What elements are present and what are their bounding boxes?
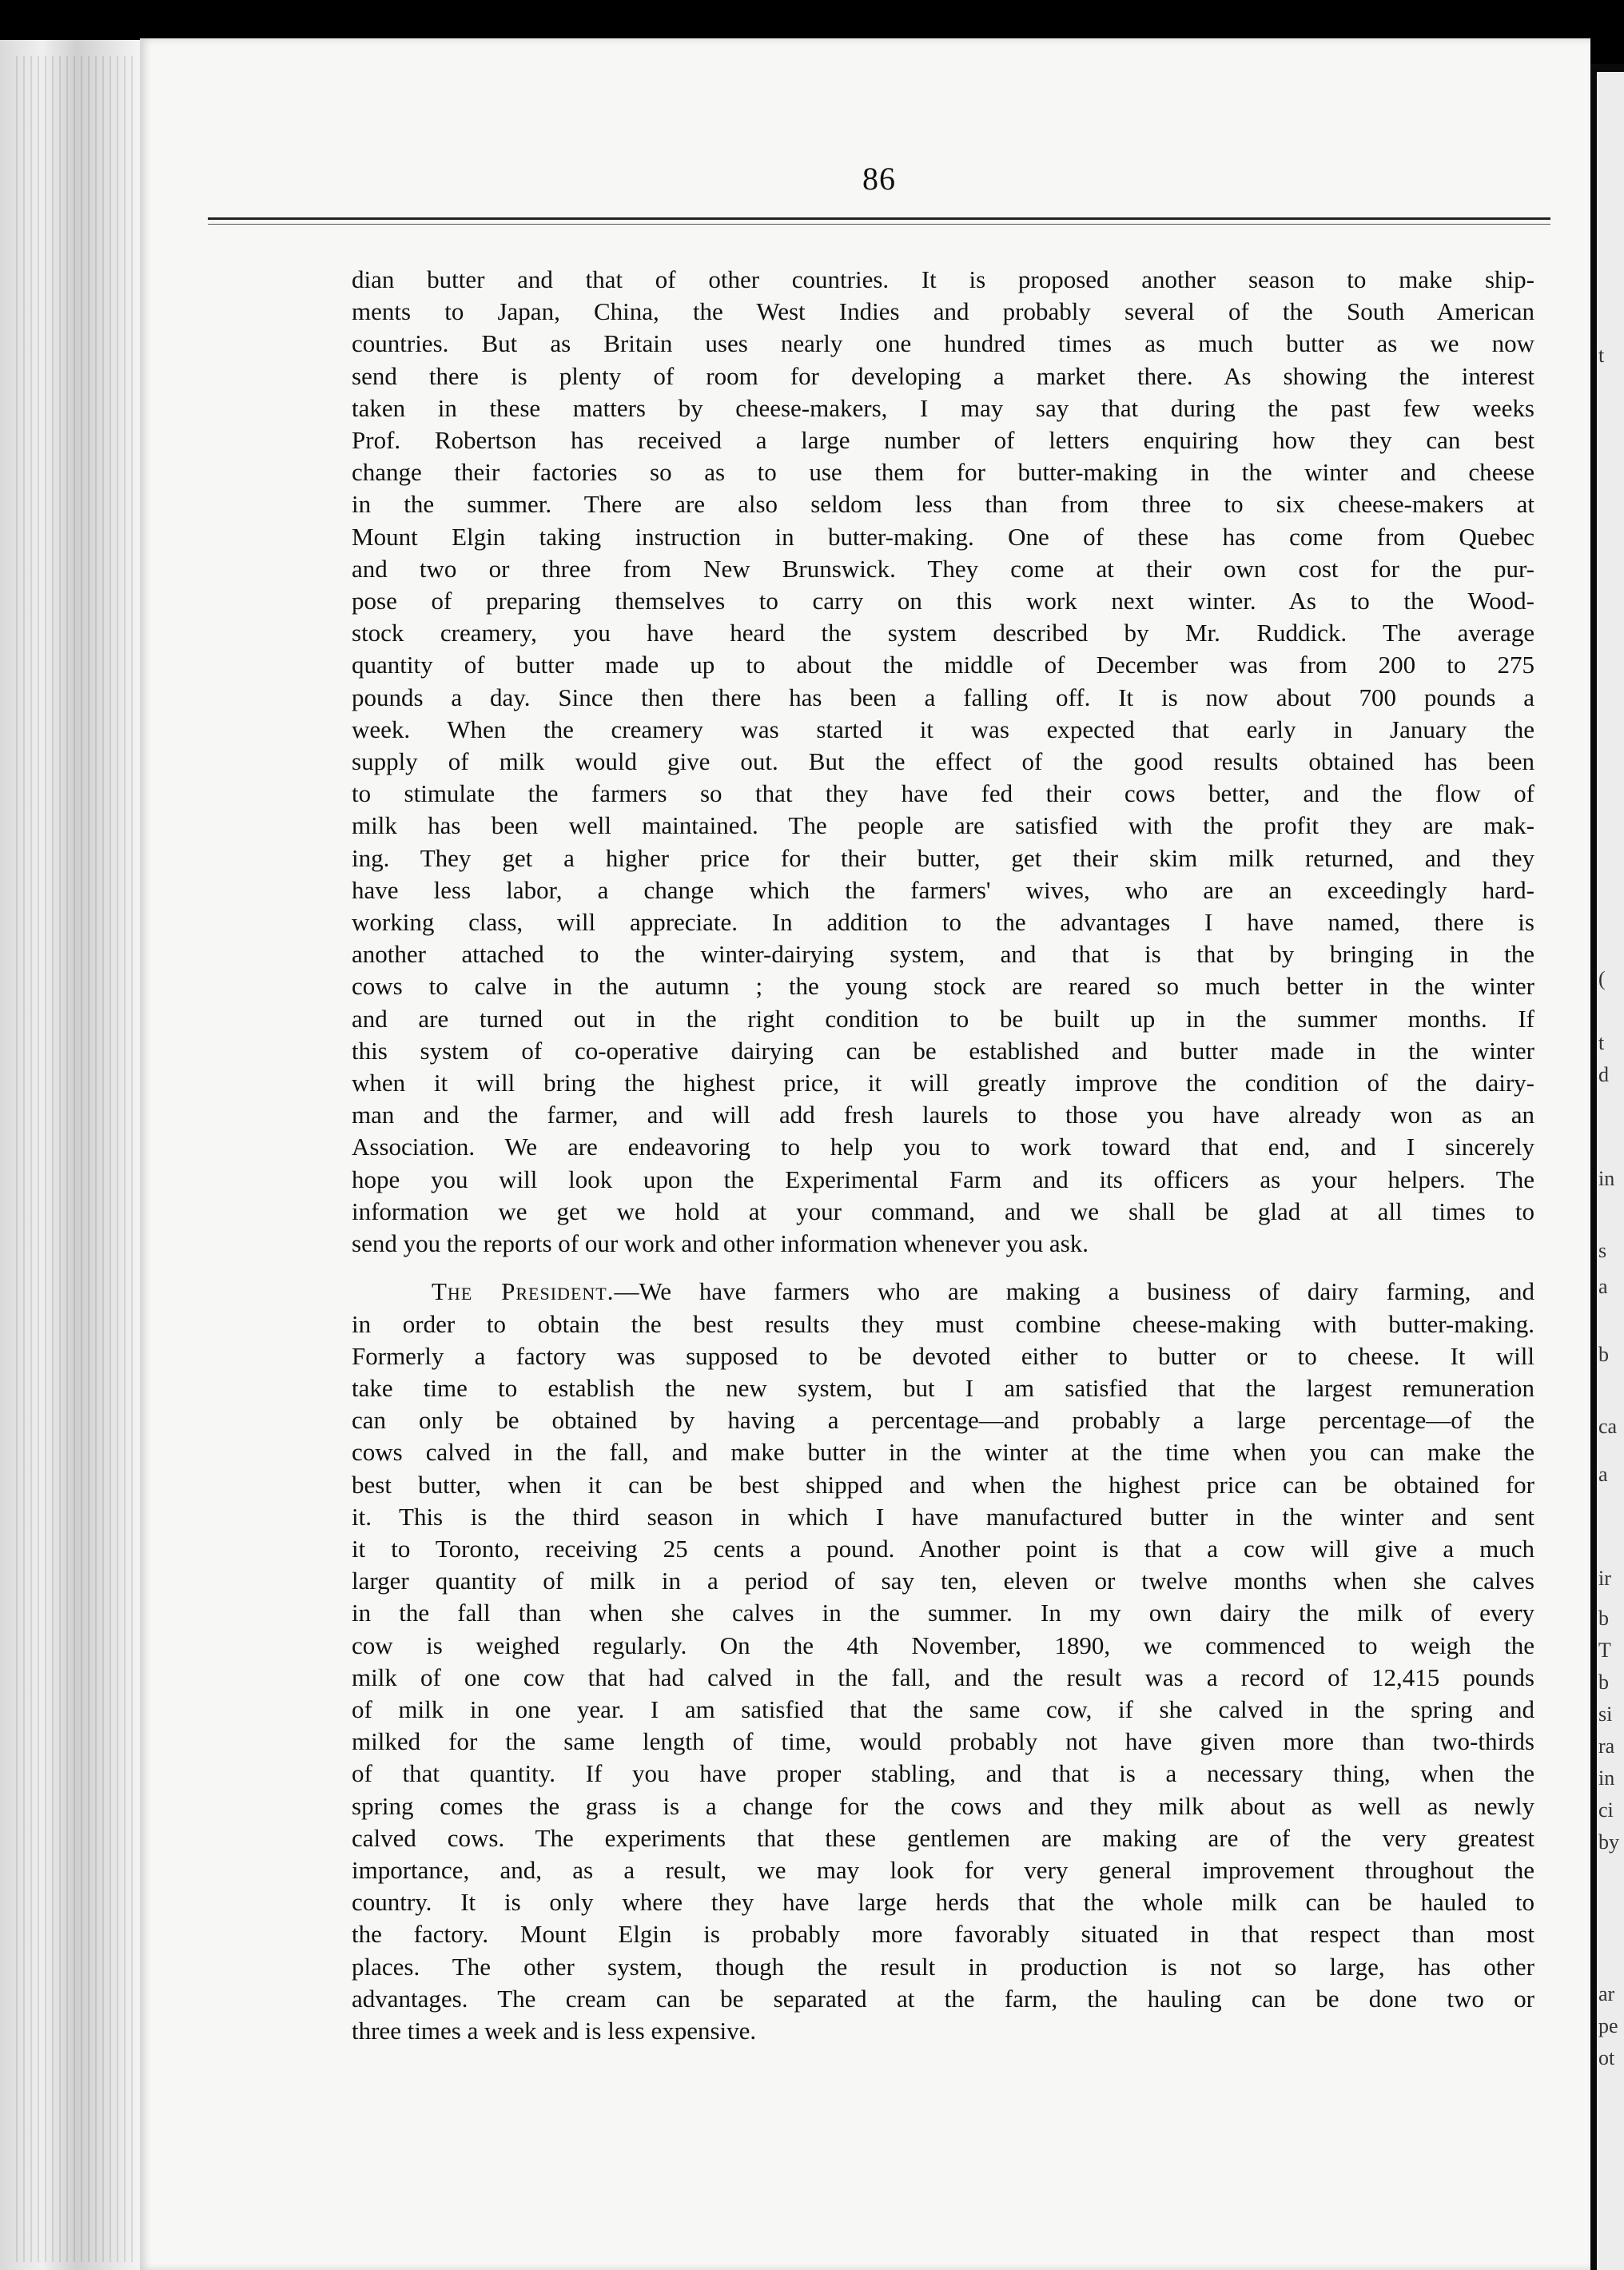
text-line — [352, 1822, 1534, 1854]
text-line — [352, 1694, 1534, 1726]
text-line — [352, 1340, 1534, 1372]
text-line — [352, 1886, 1534, 1918]
line-text: take time to establish the new system, but I am satisfied that the largest remuneration — [352, 1373, 1534, 1402]
text-line — [352, 296, 1534, 328]
facing-page-fragment: ( — [1598, 967, 1606, 990]
text-line — [352, 714, 1534, 746]
facing-page-fragment: in — [1598, 1167, 1615, 1190]
line-text: and are turned out in the right condition to be built up in the summer months. If — [352, 1004, 1534, 1033]
text-line — [352, 1131, 1534, 1163]
facing-page-fragment: si — [1598, 1702, 1613, 1726]
line-text: country. It is only where they have large herds that the whole milk can be hauled to — [352, 1888, 1534, 1917]
text-line — [352, 1372, 1534, 1404]
text-line — [352, 1003, 1534, 1035]
facing-page-fragment: in — [1598, 1766, 1615, 1790]
text-line — [352, 1790, 1534, 1822]
text-line — [352, 488, 1534, 520]
text-line — [352, 1035, 1534, 1067]
text-line — [352, 970, 1534, 1002]
text-line — [352, 264, 1534, 296]
line-text: pose of preparing themselves to carry on this work next winter. As to the Wood- — [352, 587, 1534, 615]
text-line — [352, 1228, 1534, 1260]
line-text: larger quantity of milk in a period of say ten, eleven or twelve months when she calves — [352, 1567, 1534, 1595]
line-text: send there is plenty of room for developing a market there. As showing the interest — [352, 361, 1534, 390]
text-line — [352, 360, 1534, 392]
header-rule-thin — [208, 224, 1550, 225]
line-text: to stimulate the farmers so that they have fed their cows better, and the flow of — [352, 779, 1534, 808]
facing-page-fragment: ci — [1598, 1798, 1614, 1822]
facing-page-fragment: ar — [1598, 1982, 1615, 2005]
line-text: working class, will appreciate. In addition to the advantages I have named, there is — [352, 908, 1534, 937]
line-text: it. This is the third season in which I have manufactured butter in the winter and sent — [352, 1502, 1534, 1531]
line-text: milk has been well maintained. The people are satisfied with the profit they are mak- — [352, 811, 1534, 840]
facing-page-fragment: s — [1598, 1239, 1607, 1262]
line-text: milk of one cow that had calved in the fall, and the result was a record of 12,415 pounds — [352, 1663, 1534, 1691]
line-text: importance, and, as a result, we may look for very general improvement throughout the — [352, 1855, 1534, 1884]
line-text: have less labor, a change which the farmers' wives, who are an exceedingly hard- — [352, 875, 1534, 904]
facing-page-fragment: by — [1598, 1830, 1619, 1854]
line-text: three times a week and is less expensive. — [352, 2016, 757, 2045]
paragraph-2 — [352, 1276, 1534, 2047]
facing-page-fragment: ra — [1598, 1734, 1615, 1758]
facing-page-fragment: b — [1598, 1671, 1609, 1694]
line-text: cow is weighed regularly. On the 4th November, 1890, we commenced to weigh the — [352, 1631, 1534, 1659]
text-line — [352, 1597, 1534, 1629]
line-text: Formerly a factory was supposed to be devoted either to butter or to cheese. It will — [352, 1341, 1534, 1370]
facing-page-fragment: T — [1598, 1639, 1611, 1662]
text-line — [352, 938, 1534, 970]
text-line — [352, 1983, 1534, 2015]
text-line — [352, 521, 1534, 553]
text-line — [352, 1436, 1534, 1468]
paragraph-1 — [352, 264, 1534, 1260]
text-line — [352, 1918, 1534, 1950]
line-text: advantages. The cream can be separated at the farm, the hauling can be done two or — [352, 1984, 1534, 2013]
facing-page-fragment: b — [1598, 1607, 1609, 1630]
line-text: Mount Elgin taking instruction in butter-making. One of these has come from Quebec — [352, 522, 1534, 551]
text-line — [352, 1662, 1534, 1694]
line-text: can only be obtained by having a percentage—and probably a large percentage—of the — [352, 1406, 1534, 1435]
line-text: stock creamery, you have heard the system described by Mr. Ruddick. The average — [352, 619, 1534, 647]
text-line — [352, 424, 1534, 456]
text-line — [352, 617, 1534, 649]
line-text: best butter, when it can be best shipped and when the highest price can be obtained for — [352, 1470, 1534, 1499]
facing-page-fragment: a — [1598, 1463, 1608, 1486]
facing-page-fragment: ca — [1598, 1415, 1618, 1438]
line-text: the factory. Mount Elgin is probably more favorably situated in that respect than most — [352, 1920, 1534, 1949]
line-text: in the summer. There are also seldom less than from three to six cheese-makers at — [352, 490, 1534, 519]
line-text: in the fall than when she calves in the summer. In my own dairy the milk of every — [352, 1599, 1534, 1627]
text-line — [352, 746, 1534, 778]
line-text: ing. They get a higher price for their butter, get their skim milk returned, and they — [352, 843, 1534, 872]
page-header — [208, 160, 1550, 224]
line-text: Association. We are endeavoring to help you to work toward that end, and I sincerely — [352, 1133, 1534, 1161]
line-text: supply of milk would give out. But the effect of the good results obtained has been — [352, 747, 1534, 776]
text-line — [352, 1196, 1534, 1228]
text-line — [352, 810, 1534, 842]
line-text: Prof. Robertson has received a large number of letters enquiring how they can best — [352, 426, 1534, 455]
line-text: hope you will look upon the Experimental Farm and its officers as your helpers. The — [352, 1165, 1534, 1193]
text-line — [352, 1276, 1534, 1308]
line-text: ments to Japan, China, the West Indies and probably several of the South American — [352, 297, 1534, 326]
line-text: places. The other system, though the result in production is not so large, has other — [352, 1952, 1534, 1981]
text-line — [352, 1404, 1534, 1436]
line-text: spring comes the grass is a change for the cows and they milk about as well as newly — [352, 1791, 1534, 1820]
text-line — [352, 842, 1534, 874]
line-text: quantity of butter made up to about the middle of December was from 200 to 275 — [352, 651, 1534, 679]
text-line — [352, 682, 1534, 714]
line-text: this system of co-operative dairying can be established and butter made in the winter — [352, 1036, 1534, 1065]
paragraph-gap — [352, 1260, 1534, 1276]
facing-page-fragment: pe — [1598, 2014, 1618, 2037]
line-text: calved cows. The experiments that these gentlemen are making are of the very greatest — [352, 1823, 1534, 1852]
text-line — [352, 1854, 1534, 1886]
book-page-edge-stripes — [16, 56, 136, 2262]
line-text: week. When the creamery was started it was expected that early in January the — [352, 715, 1534, 743]
line-text: taken in these matters by cheese-makers, I may say that during the past few weeks — [352, 393, 1534, 422]
facing-page-fragment: ir — [1598, 1567, 1611, 1590]
text-line — [352, 1469, 1534, 1501]
line-text: information we get we hold at your command, and we shall be glad at all times to — [352, 1197, 1534, 1225]
text-line — [352, 906, 1534, 938]
text-line — [352, 1533, 1534, 1565]
text-line — [352, 1501, 1534, 1533]
text-line — [352, 328, 1534, 360]
text-line — [352, 1630, 1534, 1662]
facing-page-fragment: b — [1598, 1343, 1609, 1366]
facing-page-fragment: d — [1598, 1063, 1609, 1086]
line-text: of milk in one year. I am satisfied that the same cow, if she calved in the spring and — [352, 1695, 1534, 1723]
text-line — [352, 2015, 1534, 2047]
facing-page-fragment: t — [1598, 344, 1605, 367]
speaker-name: The President. — [432, 1277, 615, 1306]
text-line — [352, 456, 1534, 488]
text-line — [352, 1758, 1534, 1790]
facing-page-fragment: ot — [1598, 2046, 1615, 2069]
line-text: milked for the same length of time, would probably not have given more than two-thirds — [352, 1727, 1534, 1756]
body-text — [352, 264, 1534, 2047]
text-line — [352, 392, 1534, 424]
header-rule — [208, 217, 1550, 220]
line-text: change their factories so as to use them for butter-making in the winter and cheese — [352, 458, 1534, 487]
text-line — [352, 553, 1534, 585]
facing-page-fragment: t — [1598, 1031, 1605, 1054]
line-text: cows calved in the fall, and make butter in the winter at the time when you can make the — [352, 1438, 1534, 1467]
line-text: of that quantity. If you have proper stabling, and that is a necessary thing, when the — [352, 1759, 1534, 1788]
line-text: man and the farmer, and will add fresh laurels to those you have already won as an — [352, 1101, 1534, 1129]
line-text: —We have farmers who are making a business of dairy farming, and — [614, 1277, 1534, 1306]
line-text: dian butter and that of other countries. It is proposed another season to make ship- — [352, 265, 1534, 293]
line-text: in order to obtain the best results they must combine cheese-making with butter-making. — [352, 1309, 1534, 1338]
line-text: pounds a day. Since then there has been a falling off. It is now about 700 pounds a — [352, 683, 1534, 711]
line-text: send you the reports of our work and other information whenever you ask. — [352, 1229, 1089, 1258]
line-text: and two or three from New Brunswick. They come at their own cost for the pur- — [352, 554, 1534, 583]
text-line — [352, 1164, 1534, 1196]
text-line — [352, 649, 1534, 681]
text-line — [352, 1951, 1534, 1983]
line-text: another attached to the winter-dairying system, and that is that by bringing in the — [352, 940, 1534, 969]
line-text: cows to calve in the autumn ; the young stock are reared so much better in the winter — [352, 972, 1534, 1001]
text-line — [352, 778, 1534, 810]
text-line — [352, 874, 1534, 906]
text-line — [352, 1099, 1534, 1131]
page-number: 86 — [862, 161, 896, 197]
facing-page-fragment: a — [1598, 1275, 1608, 1298]
text-line — [352, 1565, 1534, 1597]
text-line — [352, 585, 1534, 617]
line-text: it to Toronto, receiving 25 cents a pound. Another point is that a cow will give a much — [352, 1534, 1534, 1563]
text-line — [352, 1067, 1534, 1099]
text-line — [352, 1308, 1534, 1340]
text-line — [352, 1726, 1534, 1758]
line-text: countries. But as Britain uses nearly one hundred times as much butter as we now — [352, 329, 1534, 358]
line-text: when it will bring the highest price, it will greatly improve the condition of the dairy- — [352, 1069, 1534, 1097]
